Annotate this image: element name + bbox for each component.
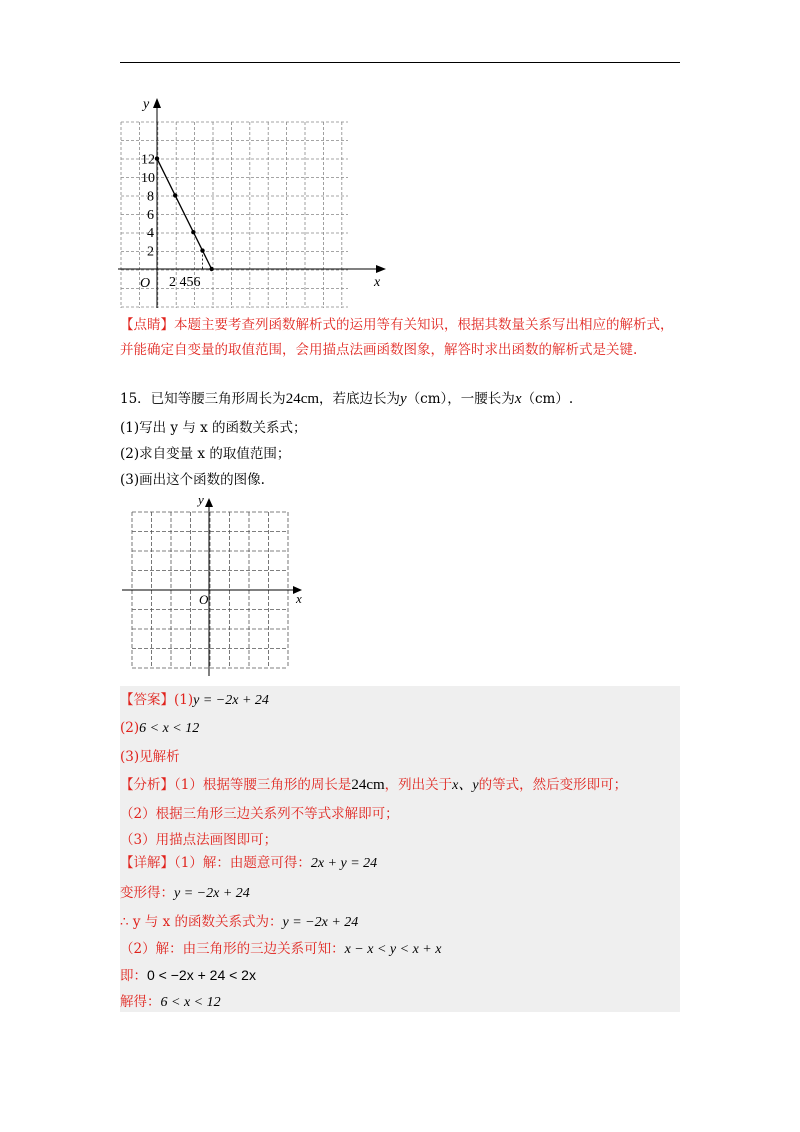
answer-line-2: (2)6 < x < 12 [120,720,200,736]
question-2: (2)求自变量 x 的取值范围； [120,446,291,462]
x-axis-label: x [296,591,302,606]
y-tick-label: 12 [141,152,155,168]
analysis-line-2: （2）根据三角形三边关系列不等式求解即可； [120,806,399,822]
detail-line-2: 变形得：y = −2x + 24 [120,885,250,901]
y-tick-label: 10 [141,171,155,186]
detail-line-1: 【详解】（1）解：由题意可得：2x + y = 24 [120,855,378,871]
y-axis-label: y [198,492,204,507]
question-3: (3)画出这个函数的图像. [120,472,265,488]
blank-grid-graph [118,490,318,680]
detail-line-3: ∴ y 与 x 的函数关系式为：y = −2x + 24 [120,914,359,930]
data-point [200,248,204,252]
note-tag: 【点睛】 [120,317,174,333]
y-tick-label: 6 [147,207,154,223]
answer-line-1: 【答案】(1)y = −2x + 24 [120,692,269,708]
x-axis-label: x [374,275,381,290]
data-point [191,230,195,234]
data-point [155,156,159,160]
analysis-line-3: （3）用描点法画图即可； [120,832,278,848]
problem-stem: 15．已知等腰三角形周长为24cm，若底边长为y（cm），一腰长为x（cm）. [120,391,574,407]
data-point [173,193,177,197]
note-text: 本题主要考查列函数解析式的运用等有关知识，根据其数量关系写出相应的解析式，并能确定自变量的取值范围，会用描点法画函数图象，解答时求出函数的解析式是关键. [120,317,674,358]
y-tick-label: 2 [147,244,154,260]
detail-line-6: 解得：6 < x < 12 [120,994,221,1010]
y-tick-label: 8 [147,189,154,205]
note-block [120,313,680,363]
origin-label: O [199,592,209,607]
y-axis-label: y [143,97,150,112]
detail-line-4: （2）解：由三角形的三边关系可知：x − x < y < x + x [120,941,442,957]
analysis-line-1: 【分析】（1）根据等腰三角形的周长是24cm，列出关于x、y的等式，然后变形即可； [120,777,628,793]
detail-line-5: 即：0 < −2x + 24 < 2x [120,967,256,984]
y-tick-label: 4 [147,226,154,242]
header-rule [120,62,680,63]
data-point [209,267,213,271]
question-1: (1)写出 y 与 x 的函数关系式； [120,420,307,436]
answer-line-3: (3)见解析 [120,749,180,765]
function-graph-1 [110,96,400,316]
origin-label: O [140,276,151,291]
x-tick-labels: 2 456 [169,275,201,290]
